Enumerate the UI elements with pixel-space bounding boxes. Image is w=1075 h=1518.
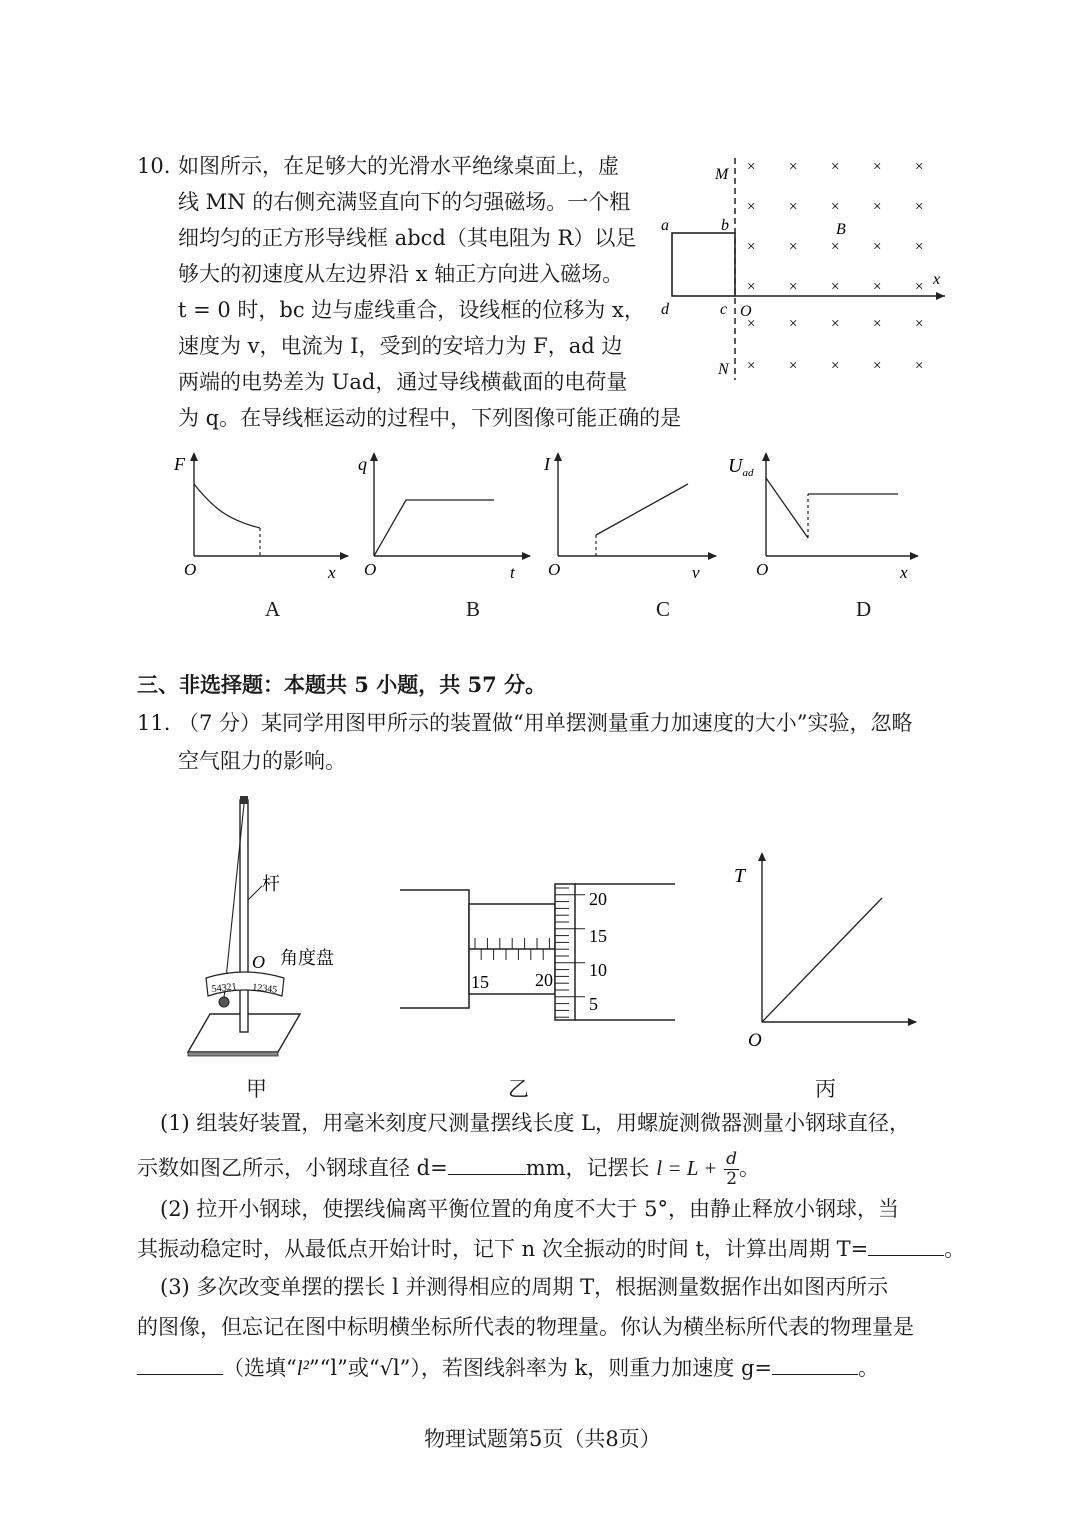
- option-a-graph: [168, 448, 353, 588]
- graph-d-y-label: $U_{ad}$: [728, 455, 754, 479]
- q11-intro-line-2: 空气阻力的影响。: [178, 749, 346, 773]
- graph-a-x-label: x: [328, 563, 336, 582]
- wire-frame-abcd: [672, 233, 735, 296]
- option-d-graph: [728, 448, 923, 588]
- field-cross: ×: [747, 239, 756, 255]
- label-O: O: [740, 303, 752, 320]
- pivot-label: O: [252, 952, 265, 972]
- field-cross: ×: [747, 316, 756, 332]
- option-a-letter[interactable]: A: [265, 597, 281, 621]
- svg-text:54321: 54321: [211, 981, 238, 995]
- caption-jia: 甲: [246, 1077, 267, 1101]
- q11-p2-line-2: 其振动稳定时，从最低点开始计时，记下 n 次全振动的时间 t，计算出周期 T= 。: [137, 1233, 965, 1264]
- field-cross: ×: [915, 159, 924, 175]
- field-cross: ×: [873, 239, 882, 255]
- voltage-line: [766, 478, 808, 538]
- option-b-letter[interactable]: B: [466, 597, 481, 621]
- option-c-graph: [540, 448, 720, 588]
- label-b: b: [721, 217, 729, 234]
- graph-c-x-label: v: [692, 563, 700, 582]
- q10-line-3: 细均匀的正方形导线框 abcd（其电阻为 R）以足: [178, 226, 637, 250]
- thimble: [555, 884, 575, 1020]
- option-b-graph: [354, 448, 534, 588]
- field-cross: ×: [747, 279, 756, 295]
- fig-bing-graph: [730, 848, 920, 1058]
- bing-origin: O: [748, 1030, 762, 1051]
- caption-yi: 乙: [508, 1077, 529, 1101]
- caption-bing: 丙: [815, 1077, 836, 1101]
- field-cross: ×: [831, 159, 840, 175]
- q11-p2-line-1: (2) 拉开小钢球，使摆线偏离平衡位置的角度不大于 5°，由静止释放小钢球，当: [160, 1197, 899, 1221]
- q11-intro-line-1: （7 分）某同学用图甲所示的装置做“用单摆测量重力加速度的大小”实验，忽略: [178, 711, 913, 735]
- x-axis-arrow: [936, 292, 945, 300]
- current-line: [596, 484, 688, 535]
- field-cross: ×: [831, 316, 840, 332]
- field-cross: ×: [831, 279, 840, 295]
- thimble-15: 15: [589, 926, 607, 946]
- q10-line-2: 线 MN 的右侧充满竖直向下的匀强磁场。一个粗: [178, 190, 631, 214]
- section-3-title: 三、非选择题：本题共 5 小题，共 57 分。: [137, 672, 547, 697]
- q11-p3-line-3: （选填“l²”“l”或“√l”），若图线斜率为 k，则重力加速度 g= 。: [137, 1352, 879, 1383]
- main-scale-20: 20: [535, 970, 553, 990]
- fig-yi-micrometer: [395, 870, 680, 1030]
- field-cross: ×: [915, 316, 924, 332]
- q10-line-1: 如图所示，在足够大的光滑水平绝缘桌面上，虚: [178, 154, 619, 178]
- field-cross: ×: [789, 358, 798, 374]
- field-cross: ×: [873, 159, 882, 175]
- bing-y-label: T: [734, 865, 746, 887]
- q11-p1-line-2: 示数如图乙所示，小钢球直径 d= mm，记摆长 l = L + $\frac{d}{2}$ 。: [137, 1149, 761, 1189]
- graph-c-y-label: I: [544, 454, 550, 474]
- q11-p1-line-1: (1) 组装好装置，用毫米刻度尺测量摆线长度 L，用螺旋测微器测量小钢球直径，: [160, 1111, 911, 1135]
- field-cross: ×: [873, 199, 882, 215]
- page-footer: 物理试题第5页（共8页）: [424, 1427, 661, 1451]
- field-cross: ×: [915, 358, 924, 374]
- graph-b-x-label: t: [510, 563, 515, 582]
- field-cross: ×: [789, 199, 798, 215]
- field-cross: ×: [831, 358, 840, 374]
- graph-c-origin: O: [548, 560, 561, 579]
- graph-d-origin: O: [756, 560, 769, 579]
- diameter-blank[interactable]: [448, 1152, 526, 1175]
- q10-line-7: 两端的电势差为 Uad，通过导线横截面的电荷量: [178, 370, 628, 394]
- field-cross: ×: [747, 358, 756, 374]
- pendulum-ball: [219, 997, 229, 1007]
- field-cross: ×: [789, 316, 798, 332]
- q10-field-figure: [655, 148, 955, 388]
- field-cross: ×: [789, 279, 798, 295]
- field-cross: ×: [831, 199, 840, 215]
- label-M: M: [715, 166, 729, 183]
- field-cross: ×: [915, 279, 924, 295]
- graph-a-y-label: F: [174, 454, 185, 474]
- q11-p3-line-1: (3) 多次改变单摆的摆长 l 并测得相应的周期 T，根据测量数据作出如图丙所示: [160, 1275, 889, 1299]
- field-cross: ×: [873, 316, 882, 332]
- graph-b-origin: O: [364, 560, 377, 579]
- graph-b-y-label: q: [358, 454, 367, 474]
- field-cross: ×: [915, 239, 924, 255]
- charge-curve: [374, 500, 494, 556]
- field-cross: ×: [831, 239, 840, 255]
- option-c-letter[interactable]: C: [656, 597, 671, 621]
- label-B: B: [836, 221, 846, 238]
- svg-text:12345: 12345: [251, 982, 278, 996]
- gravity-blank[interactable]: [772, 1352, 858, 1375]
- thimble-10: 10: [589, 960, 607, 980]
- option-d-letter[interactable]: D: [856, 597, 872, 621]
- d-over-2-fraction: $\frac{d}{2}$: [726, 1149, 738, 1189]
- field-cross: ×: [789, 239, 798, 255]
- thimble-5: 5: [589, 994, 598, 1014]
- graph-d-x-label: x: [900, 563, 908, 582]
- label-x: x: [933, 271, 941, 288]
- label-d: d: [661, 301, 669, 318]
- q11-number: 11.: [137, 711, 171, 735]
- q10-line-5: t = 0 时，bc 边与虚线重合，设线框的位移为 x，: [178, 298, 645, 322]
- q10-number: 10.: [137, 154, 171, 178]
- field-cross: ×: [873, 279, 882, 295]
- field-cross: ×: [915, 199, 924, 215]
- field-cross: ×: [789, 159, 798, 175]
- q10-line-6: 速度为 v，电流为 I，受到的安培力为 F，ad 边: [178, 334, 623, 358]
- force-curve: [194, 484, 260, 528]
- magnetic-field-crosses: [747, 159, 923, 374]
- q10-line-4: 够大的初速度从左边界沿 x 轴正方向进入磁场。: [178, 262, 624, 286]
- label-c: c: [720, 301, 728, 318]
- q10-line-8: 为 q。在导线框运动的过程中，下列图像可能正确的是: [178, 406, 682, 430]
- thimble-20: 20: [589, 889, 607, 909]
- dial-label: 角度盘: [280, 948, 334, 968]
- period-blank[interactable]: [868, 1233, 944, 1256]
- field-cross: ×: [873, 358, 882, 374]
- q11-p3-line-2: 的图像，但忘记在图中标明横坐标所代表的物理量。你认为横坐标所代表的物理量是: [137, 1315, 914, 1339]
- fig-jia-pendulum: [180, 790, 360, 1065]
- t-graph-line: [762, 898, 882, 1022]
- field-cross: ×: [747, 159, 756, 175]
- abscissa-blank[interactable]: [137, 1352, 223, 1375]
- label-N: N: [718, 361, 729, 378]
- main-scale-15: 15: [471, 972, 489, 992]
- rod-label: 杆: [262, 874, 280, 894]
- graph-a-origin: O: [184, 560, 197, 579]
- label-a: a: [661, 217, 669, 234]
- field-cross: ×: [747, 199, 756, 215]
